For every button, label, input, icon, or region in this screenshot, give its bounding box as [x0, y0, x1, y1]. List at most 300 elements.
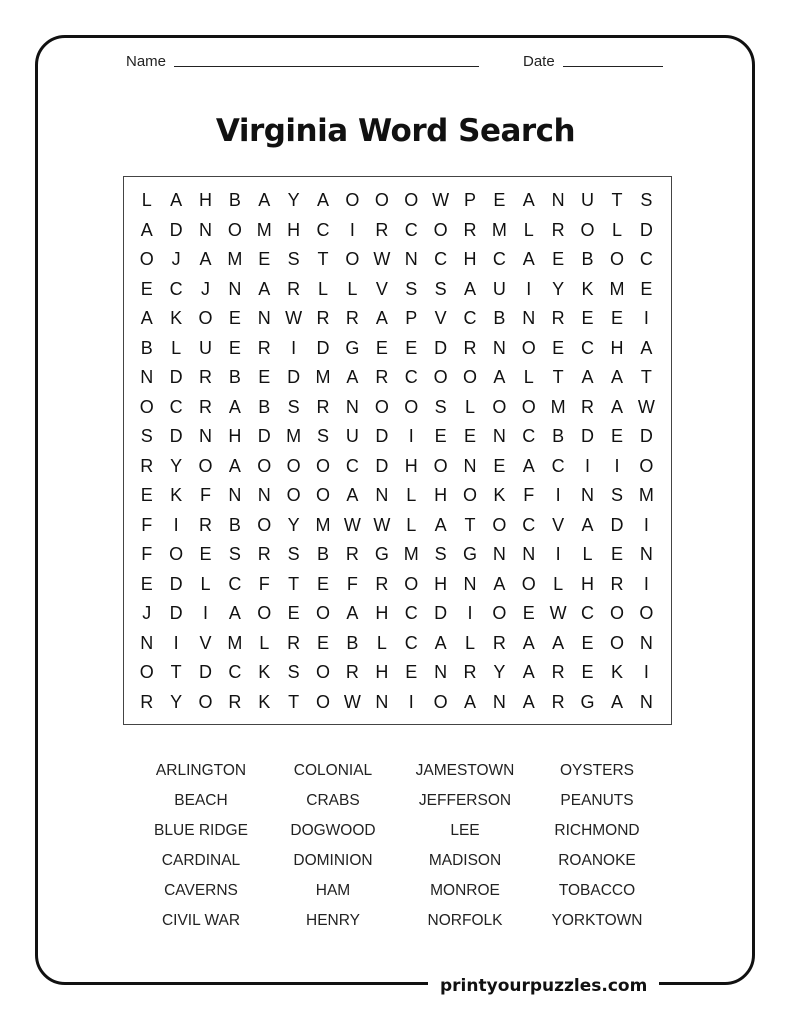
grid-cell: D [610, 514, 624, 535]
grid-cell: W [637, 396, 655, 417]
grid-cell: O [521, 396, 536, 417]
name-line[interactable] [174, 65, 479, 67]
grid-cell: A [610, 396, 623, 417]
grid-cell: E [552, 249, 565, 270]
grid-cell: R [581, 396, 595, 417]
grid-cell: B [228, 367, 241, 388]
grid-cell: U [492, 278, 506, 299]
grid-cell: K [581, 278, 594, 299]
grid-cell: D [169, 367, 183, 388]
grid-cell: I [173, 514, 179, 535]
grid-cell: J [142, 603, 152, 624]
site-url: printyourpuzzles.com [428, 974, 659, 998]
grid-cell: R [228, 691, 242, 712]
grid-cell: M [227, 632, 243, 653]
grid-cell: A [581, 514, 594, 535]
date-field [523, 53, 663, 70]
grid-cell: T [288, 691, 300, 712]
grid-cell: E [610, 426, 623, 447]
grid-cell: A [522, 632, 535, 653]
grid-cell: R [198, 514, 212, 535]
grid-cell: U [345, 426, 359, 447]
grid-cell: M [315, 514, 331, 535]
grid-cell: R [345, 662, 359, 683]
grid-cell: I [643, 573, 649, 594]
grid-cell: O [492, 603, 507, 624]
grid-cell: I [614, 455, 620, 476]
grid-cell: A [346, 603, 359, 624]
grid-cell: S [287, 544, 300, 565]
grid-cell: V [375, 278, 388, 299]
grid-cell: E [434, 426, 447, 447]
grid-cell: E [258, 367, 271, 388]
grid-cell: E [581, 632, 594, 653]
word-list-item: ROANOKE [558, 852, 636, 869]
grid-cell: E [258, 249, 271, 270]
grid-cell: N [463, 573, 477, 594]
word-list-item: JAMESTOWN [415, 762, 515, 779]
grid-cell: M [491, 219, 507, 240]
grid-cell: B [258, 396, 271, 417]
grid-cell: E [552, 337, 565, 358]
grid-cell: B [581, 249, 594, 270]
grid-cell: O [404, 573, 419, 594]
grid-cell: T [464, 514, 476, 535]
grid-cell: D [257, 426, 271, 447]
grid-cell: G [580, 691, 595, 712]
word-list-item: CAVERNS [164, 882, 238, 899]
grid-cell: E [287, 603, 300, 624]
grid-cell: Y [170, 691, 183, 712]
grid-cell: O [316, 455, 331, 476]
grid-cell: Y [287, 190, 300, 211]
grid-cell: R [316, 308, 330, 329]
grid-cell: H [375, 603, 389, 624]
grid-cell: H [581, 573, 595, 594]
grid-cell: O [139, 249, 154, 270]
grid-cell: W [373, 249, 391, 270]
grid-cell: U [198, 337, 212, 358]
grid-cell: I [291, 337, 297, 358]
word-list-item: HENRY [306, 912, 360, 929]
grid-cell: O [139, 662, 154, 683]
grid-cell: R [375, 367, 389, 388]
word-list-item: PEANUTS [560, 792, 634, 809]
word-list [135, 756, 665, 936]
grid-cell: O [462, 485, 477, 506]
grid-cell: A [346, 485, 359, 506]
grid-cell: N [404, 249, 418, 270]
grid-cell: B [228, 190, 241, 211]
grid-cell: V [434, 308, 447, 329]
grid-cell: D [434, 603, 448, 624]
grid-cell: I [408, 426, 414, 447]
grid-cell: R [375, 573, 389, 594]
grid-cell: N [345, 396, 359, 417]
grid-cell: C [492, 249, 506, 270]
grid-cell: S [434, 544, 447, 565]
grid-cell: A [522, 190, 535, 211]
grid-cell: R [345, 544, 359, 565]
word-list-item: JEFFERSON [418, 792, 512, 809]
grid-cell: W [432, 190, 450, 211]
grid-cell: D [169, 573, 183, 594]
grid-cell: N [581, 485, 595, 506]
grid-cell: E [463, 426, 476, 447]
grid-cell: E [610, 544, 623, 565]
grid-cell: O [374, 190, 389, 211]
grid-cell: O [374, 396, 389, 417]
grid-cell: S [140, 426, 153, 447]
grid-cell: S [434, 396, 447, 417]
grid-cell: E [228, 308, 241, 329]
grid-cell: D [581, 426, 595, 447]
word-list-item: ARLINGTON [155, 762, 247, 779]
grid-cell: I [408, 691, 414, 712]
grid-cell: D [169, 426, 183, 447]
grid-cell: R [463, 337, 477, 358]
word-list-item: YORKTOWN [551, 912, 643, 929]
grid-cell: E [199, 544, 212, 565]
grid-cell: I [467, 603, 473, 624]
grid-cell: D [169, 603, 183, 624]
word-list-item: MADISON [428, 852, 502, 869]
grid-cell: O [639, 455, 654, 476]
grid-cell: N [639, 544, 653, 565]
grid-cell: L [523, 367, 534, 388]
grid-cell: L [406, 485, 417, 506]
grid-cell: T [317, 249, 329, 270]
grid-cell: R [345, 308, 359, 329]
grid-cell: L [464, 632, 475, 653]
grid-cell: K [258, 691, 271, 712]
grid-cell: A [552, 632, 565, 653]
grid-cell: R [551, 662, 565, 683]
grid-cell: O [462, 367, 477, 388]
grid-cell: C [522, 426, 536, 447]
grid-cell: O [433, 219, 448, 240]
grid-cell: D [316, 337, 330, 358]
grid-cell: A [522, 455, 535, 476]
grid-cell: D [287, 367, 301, 388]
grid-cell: A [610, 367, 623, 388]
date-label: Date [523, 53, 555, 70]
word-list-item: RICHMOND [554, 822, 640, 839]
grid-cell: R [140, 691, 154, 712]
word-list-item: BLUE RIDGE [154, 822, 248, 839]
grid-cell: H [434, 485, 448, 506]
grid-cell: W [549, 603, 567, 624]
grid-cell: O [580, 219, 595, 240]
grid-cell: S [640, 190, 653, 211]
grid-cell: O [492, 396, 507, 417]
grid-cell: C [169, 396, 183, 417]
grid-cell: G [462, 544, 477, 565]
grid-cell: C [522, 514, 536, 535]
grid-cell: O [609, 249, 624, 270]
grid-cell: O [639, 603, 654, 624]
word-list-item: CIVIL WAR [161, 912, 241, 929]
grid-cell: O [227, 219, 242, 240]
grid-cell: G [345, 337, 360, 358]
grid-cell: C [404, 367, 418, 388]
grid-cell: K [493, 485, 506, 506]
grid-cell: C [581, 603, 595, 624]
word-list-item: OYSTERS [559, 762, 635, 779]
grid-cell: H [198, 190, 212, 211]
grid-cell: N [492, 337, 506, 358]
grid-cell: O [198, 308, 213, 329]
grid-cell: P [405, 308, 418, 329]
grid-cell: A [375, 308, 388, 329]
grid-cell: U [581, 190, 595, 211]
date-line[interactable] [563, 65, 663, 67]
grid-cell: A [434, 514, 447, 535]
grid-cell: A [346, 367, 359, 388]
grid-cell: A [228, 455, 241, 476]
grid-cell: O [521, 337, 536, 358]
grid-cell: K [258, 662, 271, 683]
grid-cell: A [463, 278, 476, 299]
grid-cell: D [375, 455, 389, 476]
grid-cell: E [375, 337, 388, 358]
word-list-item: MONROE [430, 882, 500, 899]
grid-cell: O [521, 573, 536, 594]
grid-cell: L [200, 573, 211, 594]
word-list-item: HAM [315, 882, 351, 899]
grid-cell: L [464, 396, 475, 417]
grid-cell: R [198, 367, 212, 388]
grid-cell: M [403, 544, 419, 565]
grid-cell: N [492, 544, 506, 565]
grid-cell: O [169, 544, 184, 565]
grid-cell: I [555, 485, 561, 506]
grid-cell: R [287, 632, 301, 653]
grid-cell: O [404, 396, 419, 417]
grid-cell: A [317, 190, 330, 211]
grid-cell: I [643, 662, 649, 683]
grid-cell: E [610, 308, 623, 329]
grid-cell: S [287, 396, 300, 417]
grid-cell: K [610, 662, 623, 683]
grid-cell: O [286, 455, 301, 476]
grid-cell: S [287, 662, 300, 683]
grid-cell: E [581, 662, 594, 683]
grid-cell: L [582, 544, 593, 565]
grid-cell: O [433, 367, 448, 388]
grid-cell: R [140, 455, 154, 476]
grid-cell: S [317, 426, 330, 447]
grid-cell: O [433, 455, 448, 476]
grid-cell: A [434, 632, 447, 653]
grid-cell: A [493, 367, 506, 388]
grid-cell: C [345, 455, 359, 476]
grid-cell: B [317, 544, 330, 565]
grid-cell: E [140, 573, 153, 594]
puzzle-grid-box [123, 176, 672, 725]
grid-cell: M [550, 396, 566, 417]
grid-cell: A [640, 337, 653, 358]
grid-cell: N [228, 485, 242, 506]
grid-cell: B [493, 308, 506, 329]
grid-cell: R [610, 573, 624, 594]
grid-cell: P [463, 190, 476, 211]
grid-cell: R [463, 662, 477, 683]
grid-cell: B [228, 514, 241, 535]
grid-cell: O [257, 455, 272, 476]
grid-cell: E [405, 662, 418, 683]
grid-cell: L [347, 278, 358, 299]
grid-cell: I [555, 544, 561, 565]
grid-cell: S [405, 278, 418, 299]
grid-cell: E [640, 278, 653, 299]
grid-cell: A [228, 396, 241, 417]
grid-cell: R [257, 337, 271, 358]
grid-cell: W [343, 691, 361, 712]
grid-cell: C [404, 603, 418, 624]
word-list-item: CRABS [306, 792, 360, 809]
grid-cell: R [287, 278, 301, 299]
grid-cell: L [259, 632, 270, 653]
grid-cell: L [171, 337, 182, 358]
grid-cell: L [141, 190, 152, 211]
grid-cell: T [640, 367, 652, 388]
grid-cell: O [404, 190, 419, 211]
grid-cell: N [551, 190, 565, 211]
grid-cell: I [349, 219, 355, 240]
grid-cell: R [492, 632, 506, 653]
grid-cell: W [285, 308, 303, 329]
grid-cell: W [343, 514, 361, 535]
grid-cell: R [551, 308, 565, 329]
grid-cell: F [141, 514, 153, 535]
grid-cell: A [170, 190, 183, 211]
grid-cell: C [581, 337, 595, 358]
grid-cell: A [258, 190, 271, 211]
grid-cell: J [200, 278, 210, 299]
grid-cell: E [493, 455, 506, 476]
grid-cell: I [643, 308, 649, 329]
grid-cell: A [140, 219, 153, 240]
grid-cell: O [286, 485, 301, 506]
grid-cell: F [199, 485, 211, 506]
grid-cell: B [140, 337, 153, 358]
grid-cell: A [199, 249, 212, 270]
grid-cell: F [141, 544, 153, 565]
grid-cell: C [434, 249, 448, 270]
grid-cell: O [433, 691, 448, 712]
grid-cell: M [609, 278, 625, 299]
grid-cell: A [228, 603, 241, 624]
grid-cell: N [257, 308, 271, 329]
name-field [126, 53, 479, 70]
grid-cell: C [316, 219, 330, 240]
word-list-item: DOGWOOD [290, 822, 376, 839]
grid-cell: M [256, 219, 272, 240]
grid-cell: O [316, 603, 331, 624]
grid-cell: A [581, 367, 594, 388]
word-list-item: CARDINAL [161, 852, 241, 869]
grid-cell: R [257, 544, 271, 565]
grid-cell: L [318, 278, 329, 299]
grid-cell: E [317, 573, 330, 594]
grid-cell: T [170, 662, 182, 683]
grid-cell: A [493, 573, 506, 594]
grid-cell: O [257, 514, 272, 535]
grid-cell: N [434, 662, 448, 683]
grid-cell: D [639, 426, 653, 447]
grid-cell: O [257, 603, 272, 624]
grid-cell: D [434, 337, 448, 358]
grid-cell: O [316, 691, 331, 712]
grid-cell: H [287, 219, 301, 240]
grid-cell: A [522, 691, 535, 712]
grid-cell: L [611, 219, 622, 240]
grid-cell: F [346, 573, 358, 594]
grid-cell: H [610, 337, 624, 358]
grid-cell: B [346, 632, 359, 653]
grid-cell: E [317, 632, 330, 653]
grid-cell: F [523, 485, 535, 506]
grid-cell: I [526, 278, 532, 299]
grid-cell: L [553, 573, 564, 594]
grid-cell: T [552, 367, 564, 388]
grid-cell: A [258, 278, 271, 299]
grid-cell: K [170, 485, 183, 506]
grid-cell: N [257, 485, 271, 506]
grid-cell: O [198, 691, 213, 712]
grid-cell: O [492, 514, 507, 535]
grid-cell: N [140, 367, 154, 388]
grid-cell: G [374, 544, 389, 565]
grid-cell: H [404, 455, 418, 476]
grid-cell: I [585, 455, 591, 476]
grid-cell: O [316, 485, 331, 506]
grid-cell: N [639, 691, 653, 712]
grid-cell: M [315, 367, 331, 388]
grid-cell: V [552, 514, 565, 535]
grid-cell: A [140, 308, 153, 329]
grid-cell: I [173, 632, 179, 653]
grid-cell: H [228, 426, 242, 447]
grid-cell: L [376, 632, 387, 653]
grid-cell: C [551, 455, 565, 476]
grid-cell: E [493, 190, 506, 211]
grid-cell: N [228, 278, 242, 299]
grid-cell: B [552, 426, 565, 447]
grid-cell: N [463, 455, 477, 476]
grid-cell: C [404, 632, 418, 653]
grid-cell: O [198, 455, 213, 476]
grid-cell: A [463, 691, 476, 712]
word-list-item: BEACH [174, 792, 228, 809]
grid-cell: R [551, 691, 565, 712]
grid-cell: Y [552, 278, 565, 299]
grid-cell: E [522, 603, 535, 624]
grid-cell: C [639, 249, 653, 270]
grid-cell: E [140, 485, 153, 506]
word-list-item: TOBACCO [558, 882, 636, 899]
grid-cell: N [492, 426, 506, 447]
grid-cell: N [522, 544, 536, 565]
grid-cell: R [316, 396, 330, 417]
grid-cell: Y [287, 514, 300, 535]
grid-cell: S [610, 485, 623, 506]
grid-cell: L [406, 514, 417, 535]
grid-cell: M [227, 249, 243, 270]
grid-cell: I [643, 514, 649, 535]
grid-cell: A [610, 691, 623, 712]
